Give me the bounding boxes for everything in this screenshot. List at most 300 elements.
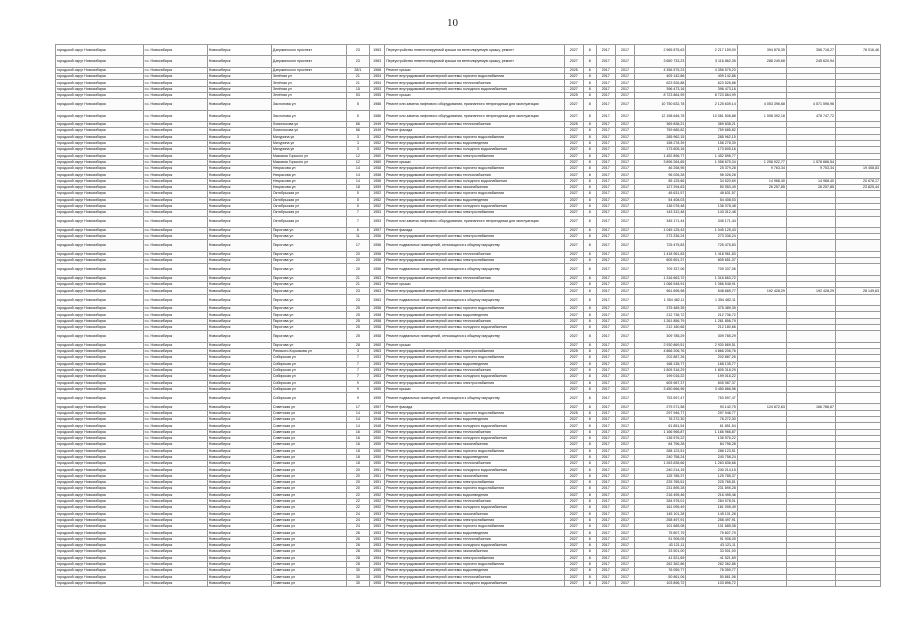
total-cost-cell: 85 125,66 xyxy=(635,178,686,184)
total-cost-cell: 309 785,29 xyxy=(635,331,686,342)
plan-year-cell: 2027 xyxy=(564,454,583,460)
start-year-cell: 2017 xyxy=(596,461,615,467)
municipality-cell: г.о. Новосибирск xyxy=(143,99,207,110)
work-type-cell: Ремонт внутридомовой инженерной системы холодного водоснабжения xyxy=(385,543,565,549)
fund-cell: 50 953,49 xyxy=(686,185,737,191)
end-year-cell: 2017 xyxy=(615,374,634,380)
work-type-cell: Ремонт внутридомовой инженерной системы водоотведения xyxy=(385,197,565,203)
house-number-cell: 26 xyxy=(346,543,370,549)
city-cell: Новосибирск xyxy=(207,147,271,153)
work-type-cell: Ремонт внутридомовой инженерной системы электроснабжения xyxy=(385,480,565,486)
total-cost-cell: 12 158 646,78 xyxy=(635,110,686,121)
end-year-cell: 2017 xyxy=(615,185,634,191)
plan-year-cell: 2027 xyxy=(564,153,583,159)
fund-cell: 623 526,88 xyxy=(686,80,737,86)
house-number-cell: 53 xyxy=(346,92,370,98)
municipality-cell: г.о. Новосибирск xyxy=(143,86,207,92)
fund-cell: 396 473,16 xyxy=(686,86,737,92)
plan-year-cell: 2027 xyxy=(564,367,583,373)
start-year-cell: 2017 xyxy=(596,435,615,441)
district-cell: городской округ Новосибирск xyxy=(56,361,144,367)
build-year-cell: 1948 xyxy=(370,410,385,416)
owners-cell: 78 016,46 xyxy=(836,45,881,56)
build-year-cell: 1953 xyxy=(370,86,385,92)
fund-cell: 54 408,03 xyxy=(686,197,737,203)
budget-cell xyxy=(737,216,786,227)
fund-cell: 548 689,77 xyxy=(686,288,737,294)
plan-year-cell: 2027 xyxy=(564,134,583,140)
city-cell: Новосибирск xyxy=(207,429,271,435)
street-cell: Заслонова ул xyxy=(271,99,346,110)
build-year-cell: 1960 xyxy=(370,159,385,165)
house-number-cell: 23 xyxy=(346,56,370,67)
build-year-cell: 1955 xyxy=(370,380,385,386)
municipality-cell: г.о. Новосибирск xyxy=(143,442,207,448)
end-year-cell: 2017 xyxy=(615,86,634,92)
build-year-cell: 1950 xyxy=(370,435,385,441)
term-cell: 8 xyxy=(583,45,596,56)
total-cost-cell: 240 214,15 xyxy=(635,467,686,473)
street-cell: Пирогова ул xyxy=(271,318,346,324)
total-cost-cell: 103 896,72 xyxy=(635,580,686,586)
fund-cell: 1 805 318,29 xyxy=(686,367,737,373)
build-year-cell: 1953 xyxy=(370,374,385,380)
district-cell: городской округ Новосибирск xyxy=(56,80,144,86)
municipality-cell: г.о. Новосибирск xyxy=(143,240,207,251)
district-cell: городской округ Новосибирск xyxy=(56,454,144,460)
start-year-cell: 2017 xyxy=(596,454,615,460)
house-number-cell: 14 xyxy=(346,410,370,416)
city-cell: Новосибирск xyxy=(207,128,271,134)
city-cell: Новосибирск xyxy=(207,166,271,172)
start-year-cell: 2017 xyxy=(596,574,615,580)
house-number-cell: 25 xyxy=(346,318,370,324)
term-cell: 8 xyxy=(583,312,596,318)
fund-cell: 240 214,15 xyxy=(686,467,737,473)
term-cell: 8 xyxy=(583,153,596,159)
fund-cell: 161 095,49 xyxy=(686,505,737,511)
fund-cell: 288 123,51 xyxy=(686,448,737,454)
city-cell: Новосибирск xyxy=(207,325,271,331)
end-year-cell: 2017 xyxy=(615,461,634,467)
total-cost-cell: 1 452 896,77 xyxy=(635,153,686,159)
plan-year-cell: 2027 xyxy=(564,393,583,404)
local-budget-cell xyxy=(786,294,835,305)
owners-cell xyxy=(836,56,881,67)
work-type-cell: Ремонт внутридомовой инженерной системы водоотведения xyxy=(385,417,565,423)
fund-cell: 2 125 639,14 xyxy=(686,99,737,110)
street-cell: Октябрьская ул xyxy=(271,191,346,197)
city-cell: Новосибирск xyxy=(207,110,271,121)
street-cell: Пирогова ул xyxy=(271,306,346,312)
start-year-cell: 2017 xyxy=(596,374,615,380)
start-year-cell: 2017 xyxy=(596,417,615,423)
start-year-cell: 2017 xyxy=(596,153,615,159)
start-year-cell: 2017 xyxy=(596,517,615,523)
fund-cell: 173 605,16 xyxy=(686,147,737,153)
work-type-cell: Ремонт внутридомовой инженерной системы холодного водоснабжения xyxy=(385,505,565,511)
district-cell: городской округ Новосибирск xyxy=(56,355,144,361)
municipality-cell: г.о. Новосибирск xyxy=(143,517,207,523)
district-cell: городской округ Новосибирск xyxy=(56,99,144,110)
total-cost-cell: 91 908,05 xyxy=(635,536,686,542)
total-cost-cell: 4 356 575,23 xyxy=(635,67,686,73)
district-cell: городской округ Новосибирск xyxy=(56,306,144,312)
municipality-cell: г.о. Новосибирск xyxy=(143,282,207,288)
plan-year-cell: 2027 xyxy=(564,210,583,216)
city-cell: Новосибирск xyxy=(207,159,271,165)
city-cell: Новосибирск xyxy=(207,282,271,288)
total-cost-cell: 46 258,95 xyxy=(635,166,686,172)
district-cell: городской округ Новосибирск xyxy=(56,227,144,233)
start-year-cell: 2017 xyxy=(596,264,615,275)
term-cell: 8 xyxy=(583,110,596,121)
municipality-cell: г.о. Новосибирск xyxy=(143,134,207,140)
work-type-cell: Ремонт внутридомовой инженерной системы водоотведения xyxy=(385,530,565,536)
plan-year-cell: 2027 xyxy=(564,473,583,479)
street-cell: Некрасова ул xyxy=(271,185,346,191)
build-year-cell: 1955 xyxy=(370,568,385,574)
build-year-cell: 1957 xyxy=(370,227,385,233)
start-year-cell: 2017 xyxy=(596,92,615,98)
term-cell: 8 xyxy=(583,448,596,454)
work-type-cell: Ремонт подвальных помещений, относящихся к общему имуществу xyxy=(385,393,565,404)
city-cell: Новосибирск xyxy=(207,74,271,80)
build-year-cell: 1950 xyxy=(370,442,385,448)
start-year-cell: 2017 xyxy=(596,216,615,227)
plan-year-cell: 2027 xyxy=(564,191,583,197)
fund-cell: 725 475,83 xyxy=(686,240,737,251)
plan-year-cell: 2027 xyxy=(564,185,583,191)
city-cell: Новосибирск xyxy=(207,197,271,203)
fund-cell: 3 450 666,96 xyxy=(686,386,737,392)
term-cell: 8 xyxy=(583,429,596,435)
district-cell: городской округ Новосибирск xyxy=(56,264,144,275)
total-cost-cell: 225 765,51 xyxy=(635,480,686,486)
district-cell: городской округ Новосибирск xyxy=(56,191,144,197)
end-year-cell: 2017 xyxy=(615,435,634,441)
plan-year-cell: 2027 xyxy=(564,325,583,331)
start-year-cell: 2017 xyxy=(596,486,615,492)
district-cell: городской округ Новосибирск xyxy=(56,386,144,392)
plan-year-cell: 2027 xyxy=(564,380,583,386)
street-cell: Пирогова ул xyxy=(271,258,346,264)
house-number-cell: 12 xyxy=(346,159,370,165)
plan-year-cell: 2027 xyxy=(564,159,583,165)
total-cost-cell: 709 337,06 xyxy=(635,264,686,275)
total-cost-cell: 273 336,24 xyxy=(635,234,686,240)
city-cell: Новосибирск xyxy=(207,258,271,264)
plan-year-cell: 2027 xyxy=(564,74,583,80)
build-year-cell: 1951 xyxy=(370,480,385,486)
build-year-cell: 1959 xyxy=(370,185,385,191)
plan-year-cell: 2027 xyxy=(564,45,583,56)
build-year-cell: 1953 xyxy=(370,530,385,536)
city-cell: Новосибирск xyxy=(207,67,271,73)
district-cell: городской округ Новосибирск xyxy=(56,393,144,404)
street-cell: Сибирская ул xyxy=(271,367,346,373)
house-number-cell: 11 xyxy=(346,234,370,240)
district-cell: городской округ Новосибирск xyxy=(56,442,144,448)
end-year-cell: 2017 xyxy=(615,568,634,574)
work-type-cell: Ремонт внутридомовой инженерной системы холодного водоснабжения xyxy=(385,580,565,586)
municipality-cell: г.о. Новосибирск xyxy=(143,580,207,586)
house-number-cell: 14 xyxy=(346,166,370,172)
total-cost-cell: 725 475,83 xyxy=(635,240,686,251)
city-cell: Новосибирск xyxy=(207,505,271,511)
table-row xyxy=(56,99,881,110)
build-year-cell: 1954 xyxy=(370,80,385,86)
city-cell: Новосибирск xyxy=(207,410,271,416)
house-number-cell: 16 xyxy=(346,435,370,441)
city-cell: Новосибирск xyxy=(207,492,271,498)
total-cost-cell: 76 272,30 xyxy=(635,417,686,423)
plan-year-cell: 2027 xyxy=(564,442,583,448)
term-cell: 8 xyxy=(583,417,596,423)
city-cell: Новосибирск xyxy=(207,355,271,361)
owners-cell xyxy=(836,216,881,227)
fund-cell: 76 059,77 xyxy=(686,568,737,574)
city-cell: Новосибирск xyxy=(207,435,271,441)
municipality-cell: г.о. Новосибирск xyxy=(143,543,207,549)
table-row xyxy=(56,580,881,586)
total-cost-cell: 3 896 264,65 xyxy=(635,159,686,165)
total-cost-cell: 345 171,44 xyxy=(635,216,686,227)
term-cell: 8 xyxy=(583,92,596,98)
end-year-cell: 2017 xyxy=(615,258,634,264)
end-year-cell: 2017 xyxy=(615,264,634,275)
house-number-cell: 14 xyxy=(346,417,370,423)
work-type-cell: Ремонт внутридомовой инженерной системы электроснабжения xyxy=(385,555,565,561)
house-number-cell: 22 xyxy=(346,492,370,498)
street-cell: Мичурина ул xyxy=(271,140,346,146)
city-cell: Новосибирск xyxy=(207,56,271,67)
work-type-cell: Ремонт крыши xyxy=(385,92,565,98)
budget-cell: 4 053 396,68 xyxy=(737,99,786,110)
fund-cell: 10 081 506,88 xyxy=(686,110,737,121)
municipality-cell: г.о. Новосибирск xyxy=(143,227,207,233)
house-number-cell: 20 xyxy=(346,258,370,264)
total-cost-cell: 173 605,16 xyxy=(635,147,686,153)
term-cell: 8 xyxy=(583,423,596,429)
street-cell: Советская ул xyxy=(271,467,346,473)
house-number-cell: 30 xyxy=(346,574,370,580)
house-number-cell: 5 xyxy=(346,110,370,121)
end-year-cell: 2017 xyxy=(615,386,634,392)
build-year-cell: 1957 xyxy=(370,404,385,410)
work-type-cell: Ремонт или замена лифтового оборудования, признанного непригодным для эксплуатации xyxy=(385,110,565,121)
total-cost-cell: 84 796,28 xyxy=(635,442,686,448)
work-type-cell: Ремонт внутридомовой инженерной системы теплоснабжения xyxy=(385,429,565,435)
city-cell: Новосибирск xyxy=(207,185,271,191)
district-cell: городской округ Новосибирск xyxy=(56,374,144,380)
city-cell: Новосибирск xyxy=(207,517,271,523)
end-year-cell: 2017 xyxy=(615,492,634,498)
street-cell: Советская ул xyxy=(271,530,346,536)
build-year-cell: 1948 xyxy=(370,417,385,423)
municipality-cell: г.о. Новосибирск xyxy=(143,574,207,580)
end-year-cell: 2017 xyxy=(615,318,634,324)
district-cell: городской округ Новосибирск xyxy=(56,342,144,348)
street-cell: Пирогова ул xyxy=(271,251,346,257)
term-cell: 8 xyxy=(583,461,596,467)
start-year-cell: 2017 xyxy=(596,306,615,312)
total-cost-cell: 288 123,51 xyxy=(635,448,686,454)
municipality-cell: г.о. Новосибирск xyxy=(143,530,207,536)
municipality-cell: г.о. Новосибирск xyxy=(143,349,207,355)
start-year-cell: 2017 xyxy=(596,56,615,67)
street-cell: Максима Горького ул xyxy=(271,159,346,165)
municipality-cell: г.о. Новосибирск xyxy=(143,380,207,386)
district-cell: городской округ Новосибирск xyxy=(56,258,144,264)
fund-cell: 91 908,05 xyxy=(686,536,737,542)
start-year-cell: 2017 xyxy=(596,210,615,216)
street-cell: Римского-Корсакова ул xyxy=(271,349,346,355)
owners-cell: 23 825,44 xyxy=(836,185,881,191)
plan-year-cell: 2027 xyxy=(564,498,583,504)
district-cell: городской округ Новосибирск xyxy=(56,185,144,191)
start-year-cell: 2017 xyxy=(596,492,615,498)
house-number-cell: 66 xyxy=(346,122,370,128)
fund-cell: 125 785,37 xyxy=(686,473,737,479)
city-cell: Новосибирск xyxy=(207,498,271,504)
end-year-cell: 2017 xyxy=(615,140,634,146)
street-cell: Пирогова ул xyxy=(271,331,346,342)
term-cell: 8 xyxy=(583,294,596,305)
term-cell: 8 xyxy=(583,191,596,197)
municipality-cell: г.о. Новосибирск xyxy=(143,511,207,517)
fund-cell: 605 987,37 xyxy=(686,380,737,386)
total-cost-cell: 8 723 864,99 xyxy=(635,92,686,98)
local-budget-cell xyxy=(786,331,835,342)
end-year-cell: 2017 xyxy=(615,530,634,536)
start-year-cell: 2017 xyxy=(596,342,615,348)
plan-year-cell: 2027 xyxy=(564,172,583,178)
municipality-cell: г.о. Новосибирск xyxy=(143,555,207,561)
work-type-cell: Ремонт внутридомовой инженерной системы электроснабжения xyxy=(385,210,565,216)
term-cell: 8 xyxy=(583,80,596,86)
district-cell: городской округ Новосибирск xyxy=(56,67,144,73)
work-type-cell: Ремонт внутридомовой инженерной системы холодного водоснабжения xyxy=(385,325,565,331)
street-cell: Советская ул xyxy=(271,505,346,511)
house-number-cell: 30 xyxy=(346,568,370,574)
build-year-cell: 1950 xyxy=(370,454,385,460)
local-budget-cell xyxy=(786,216,835,227)
plan-year-cell: 2027 xyxy=(564,331,583,342)
street-cell: Советская ул xyxy=(271,524,346,530)
district-cell: городской округ Новосибирск xyxy=(56,331,144,342)
start-year-cell: 2017 xyxy=(596,318,615,324)
fund-cell: 145 101,28 xyxy=(686,511,737,517)
city-cell: Новосибирск xyxy=(207,374,271,380)
end-year-cell: 2017 xyxy=(615,367,634,373)
total-cost-cell: 759 685,82 xyxy=(635,128,686,134)
house-number-cell: 28 xyxy=(346,561,370,567)
district-cell: городской округ Новосибирск xyxy=(56,318,144,324)
owners-cell xyxy=(836,99,881,110)
work-type-cell: Ремонт фасада xyxy=(385,128,565,134)
district-cell: городской округ Новосибирск xyxy=(56,367,144,373)
house-number-cell: 23 xyxy=(346,288,370,294)
start-year-cell: 2017 xyxy=(596,367,615,373)
work-type-cell: Переустройство невентилируемой крыши на вентилируемую крышу, ремонт xyxy=(385,56,565,67)
house-number-cell: 6 xyxy=(346,227,370,233)
district-cell: городской округ Новосибирск xyxy=(56,467,144,473)
house-number-cell: 26 xyxy=(346,530,370,536)
work-type-cell: Ремонт внутридомовой инженерной системы холодного водоснабжения xyxy=(385,147,565,153)
term-cell: 8 xyxy=(583,486,596,492)
start-year-cell: 2017 xyxy=(596,122,615,128)
total-cost-cell: 375 489,35 xyxy=(635,306,686,312)
budget-cell xyxy=(737,580,786,586)
term-cell: 8 xyxy=(583,505,596,511)
district-cell: городской округ Новосибирск xyxy=(56,56,144,67)
work-type-cell: Ремонт внутридомовой инженерной системы газоснабжения xyxy=(385,473,565,479)
work-type-cell: Ремонт внутридомовой инженерной системы газоснабжения xyxy=(385,185,565,191)
house-number-cell: 12 xyxy=(346,153,370,159)
total-cost-cell: 161 095,49 xyxy=(635,505,686,511)
build-year-cell: 1963 xyxy=(370,282,385,288)
work-type-cell: Ремонт крыши xyxy=(385,386,565,392)
plan-year-cell: 2027 xyxy=(564,312,583,318)
house-number-cell: 23 xyxy=(346,294,370,305)
city-cell: Новосибирск xyxy=(207,294,271,305)
build-year-cell: 1958 xyxy=(370,312,385,318)
term-cell: 8 xyxy=(583,318,596,324)
municipality-cell: г.о. Новосибирск xyxy=(143,467,207,473)
fund-cell: 84 796,28 xyxy=(686,442,737,448)
fund-cell: 136 576,22 xyxy=(686,435,737,441)
city-cell: Новосибирск xyxy=(207,240,271,251)
owners-cell: 19 458,83 xyxy=(836,166,881,172)
fund-cell: 1 261 856,79 xyxy=(686,318,737,324)
fund-cell: 3 116 862,35 xyxy=(686,56,737,67)
house-number-cell: 7 xyxy=(346,210,370,216)
fund-cell: 225 765,51 xyxy=(686,480,737,486)
build-year-cell: 1951 xyxy=(370,473,385,479)
work-type-cell: Ремонт внутридомовой инженерной системы водоотведения xyxy=(385,140,565,146)
build-year-cell: 1955 xyxy=(370,92,385,98)
city-cell: Новосибирск xyxy=(207,227,271,233)
plan-year-cell: 2027 xyxy=(564,275,583,281)
term-cell: 8 xyxy=(583,251,596,257)
municipality-cell: г.о. Новосибирск xyxy=(143,197,207,203)
municipality-cell: г.о. Новосибирск xyxy=(143,306,207,312)
start-year-cell: 2017 xyxy=(596,227,615,233)
start-year-cell: 2017 xyxy=(596,234,615,240)
fund-cell: 273 336,24 xyxy=(686,234,737,240)
city-cell: Новосибирск xyxy=(207,404,271,410)
plan-year-cell: 2027 xyxy=(564,361,583,367)
end-year-cell: 2017 xyxy=(615,454,634,460)
plan-year-cell: 2027 xyxy=(564,461,583,467)
work-type-cell: Ремонт внутридомовой инженерной системы теплоснабжения xyxy=(385,122,565,128)
term-cell: 8 xyxy=(583,404,596,410)
work-type-cell: Ремонт внутридомовой инженерной системы горячего водоснабжения xyxy=(385,166,565,172)
fund-cell: 1 418 961,83 xyxy=(686,251,737,257)
local-budget-cell: 1 578 666,54 xyxy=(786,159,835,165)
plan-year-cell: 2027 xyxy=(564,306,583,312)
build-year-cell: 1955 xyxy=(370,386,385,392)
work-type-cell: Ремонт внутридомовой инженерной системы водоотведения xyxy=(385,568,565,574)
plan-year-cell: 2027 xyxy=(564,574,583,580)
municipality-cell: г.о. Новосибирск xyxy=(143,56,207,67)
term-cell: 8 xyxy=(583,361,596,367)
plan-year-cell: 2027 xyxy=(564,288,583,294)
build-year-cell: 1952 xyxy=(370,492,385,498)
municipality-cell: г.о. Новосибирск xyxy=(143,294,207,305)
fund-cell: 297 946,77 xyxy=(686,410,737,416)
